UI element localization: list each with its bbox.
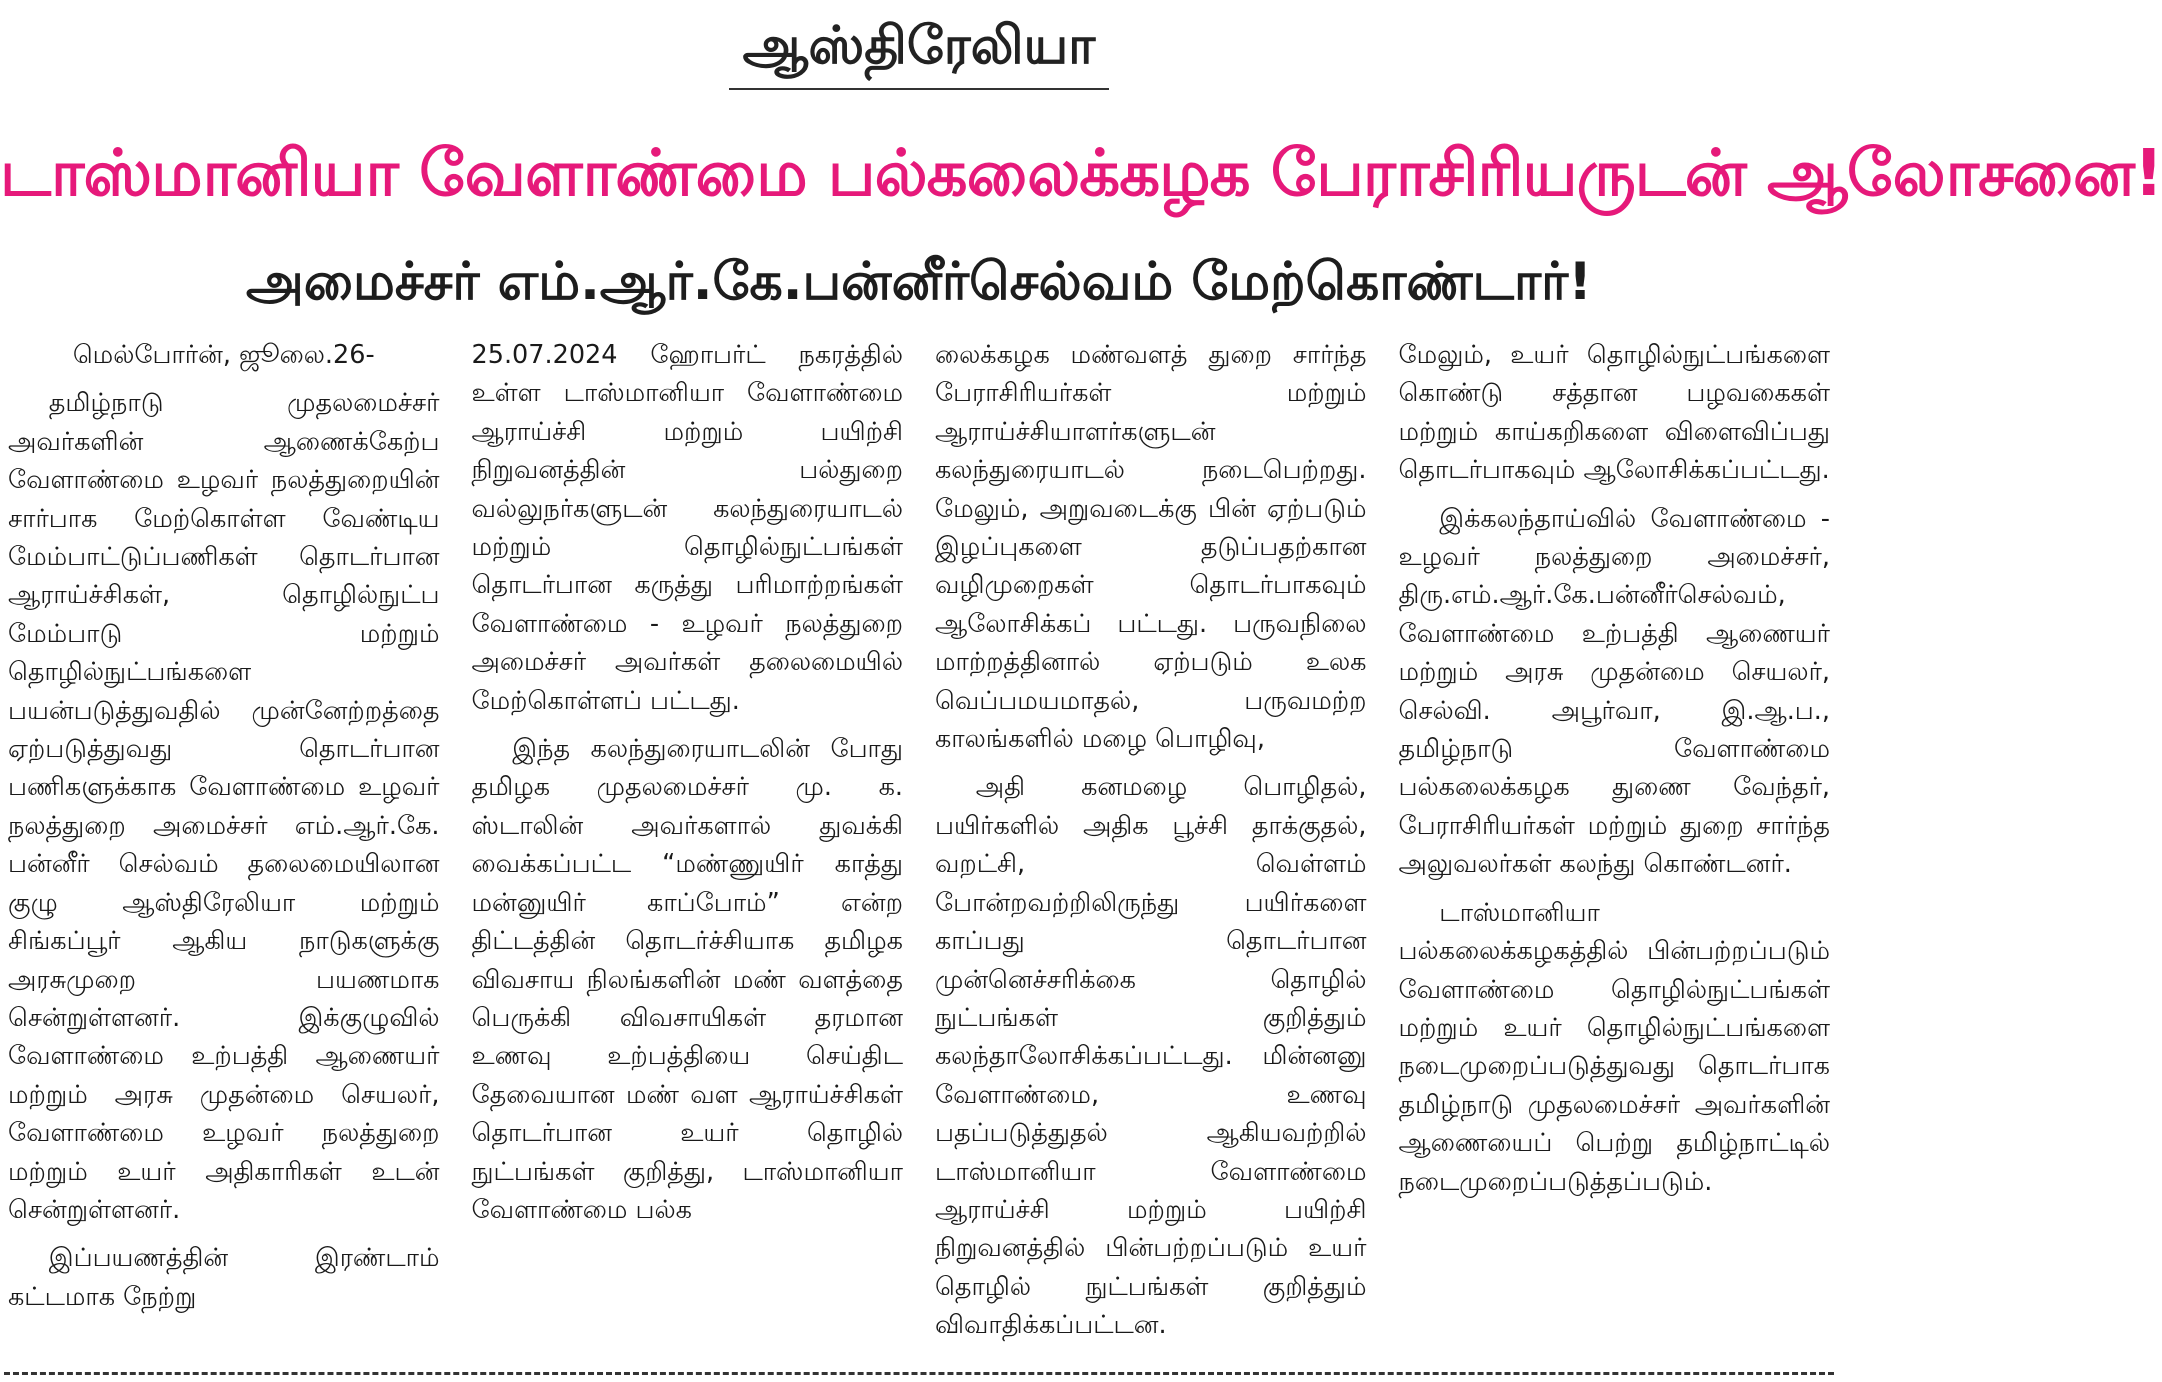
subheadline: அமைச்சர் எம்.ஆர்.கே.பன்னீர்செல்வம் மேற்கொண்டார்! <box>245 252 1592 312</box>
section-title-text: ஆஸ்திரேலியா <box>729 14 1110 90</box>
article-paragraph: மேலும், உயர் தொழில்நுட்பங்களை கொண்டு சத்தான பழவகைகள் மற்றும் காய்கறிகளை விளைவிப்பது தொடர்பாகவும் ஆலோசிக்கப்பட்டது. <box>1398 340 1830 486</box>
article-paragraph: அதி கனமழை பொழிதல், பயிர்களில் அதிக பூச்சி தாக்குதல், வறட்சி, வெள்ளம் போன்றவற்றிலிருந்து பயிர்களை காப்பது தொடர்பான முன்னெச்சரிக்கை தொழில் நுட்பங்கள் குறித்தும் கலந்தாலோசிக்கப்பட்டது. மின்னனு வேளாண்மை, உணவு பதப்படுத்துதல் ஆகியவற்றில் டாஸ்மானியா வேளாண்மை ஆராய்ச்சி மற்றும் பயிற்சி நிறுவனத்தில் பின்பற்றப்படும் உயர் தொழில் நுட்பங்கள் குறித்தும் விவாதிக்கப்பட்டன. <box>935 772 1367 1341</box>
headline: டாஸ்மானியா வேளாண்மை பல்கலைக்கழக பேராசிரியருடன் ஆலோசனை! <box>0 137 2162 211</box>
article-column-3 <box>935 336 1367 1352</box>
article-column-2 <box>472 336 904 1352</box>
article-paragraph: லைக்கழக மண்வளத் துறை சார்ந்த பேராசிரியர்கள் மற்றும் ஆராய்ச்சியாளர்களுடன் கலந்துரையாடல் நடைபெற்றது. மேலும், அறுவடைக்கு பின் ஏற்படும் இழப்புகளை தடுப்பதற்கான வழிமுறைகள் தொடர்பாகவும் ஆலோசிக்கப் பட்டது. பருவநிலை மாற்றத்தினால் ஏற்படும் உலக வெப்பமயமாதல், பருவமற்ற காலங்களில் மழை பொழிவு, <box>935 340 1367 755</box>
article-body <box>8 336 1830 1352</box>
section-title <box>0 14 1838 90</box>
article-paragraph: தமிழ்நாடு முதலமைச்சர் அவர்களின் ஆணைக்கேற்ப வேளாண்மை உழவர் நலத்துறையின் சார்பாக மேற்கொள்ள வேண்டிய மேம்பாட்டுப்பணிகள் தொடர்பான ஆராய்ச்சிகள், தொழில்நுட்ப மேம்பாடு மற்றும் தொழில்நுட்பங்களை பயன்படுத்துவதில் முன்னேற்றத்தை ஏற்படுத்துவது தொடர்பான பணிகளுக்காக வேளாண்மை உழவர் நலத்துறை அமைச்சர் எம்.ஆர்.கே. பன்னீர் செல்வம் தலைமையிலான குழு ஆஸ்திரேலியா மற்றும் சிங்கப்பூர் ஆகிய நாடுகளுக்கு அரசுமுறை பயணமாக சென்றுள்ளனர். இக்குழுவில் வேளாண்மை உற்பத்தி ஆணையர் மற்றும் அரசு முதன்மை செயலர், வேளாண்மை உழவர் நலத்துறை மற்றும் உயர் அதிகாரிகள் உடன் சென்றுள்ளனர். <box>8 388 440 1225</box>
article-dateline-paragraph <box>8 336 440 374</box>
article-paragraph: இந்த கலந்துரையாடலின் போது தமிழக முதலமைச்சர் மு. க. ஸ்டாலின் அவர்களால் துவக்கி வைக்கப்பட்ட “மண்ணுயிர் காத்து மன்னுயிர் காப்போம்” என்ற திட்டத்தின் தொடர்ச்சியாக தமிழக விவசாய நிலங்களின் மண் வளத்தை பெருக்கி விவசாயிகள் தரமான உணவு உற்பத்தியை செய்திட தேவையான மண் வள ஆராய்ச்சிகள் தொடர்பான உயர் தொழில் நுட்பங்கள் குறித்து, டாஸ்மானியா வேளாண்மை பல்க <box>471 734 903 1225</box>
article-paragraph: 25.07.2024 ஹோபர்ட் நகரத்தில் உள்ள டாஸ்மானியா வேளாண்மை ஆராய்ச்சி மற்றும் பயிற்சி நிறுவனத்தின் பல்துறை வல்லுநர்களுடன் கலந்துரையாடல் மற்றும் தொழில்நுட்பங்கள் தொடர்பான கருத்து பரிமாற்றங்கள் வேளாண்மை - உழவர் நலத்துறை அமைச்சர் அவர்கள் தலைமையில் மேற்கொள்ளப் பட்டது. <box>471 340 903 716</box>
article-column-1 <box>8 336 440 1352</box>
article-column-4 <box>1399 336 1831 1352</box>
bottom-divider <box>4 1372 1834 1375</box>
article-paragraph: டாஸ்மானியா பல்கலைக்கழகத்தில் பின்பற்றப்படும் வேளாண்மை தொழில்நுட்பங்கள் மற்றும் உயர் தொழில்நுட்பங்களை நடைமுறைப்படுத்துவது தொடர்பாக தமிழ்நாடு முதலமைச்சர் அவர்களின் ஆணையைப் பெற்று தமிழ்நாட்டில் நடைமுறைப்படுத்தப்படும். <box>1398 897 1830 1197</box>
article-paragraph: இப்பயணத்தின் இரண்டாம் கட்டமாக நேற்று <box>8 1243 440 1312</box>
article-paragraph: இக்கலந்தாய்வில் வேளாண்மை - உழவர் நலத்துறை அமைச்சர், திரு.எம்.ஆர்.கே.பன்னீர்செல்வம், வேளாண்மை உற்பத்தி ஆணையர் மற்றும் அரசு முதன்மை செயலர், செல்வி. அபூர்வா, இ.ஆ.ப., தமிழ்நாடு வேளாண்மை பல்கலைக்கழக துணை வேந்தர், பேராசிரியர்கள் மற்றும் துறை சார்ந்த அலுவலர்கள் கலந்து கொண்டனர். <box>1398 503 1830 880</box>
dateline: மெல்போர்ன், ஜூலை.26- <box>72 340 375 370</box>
